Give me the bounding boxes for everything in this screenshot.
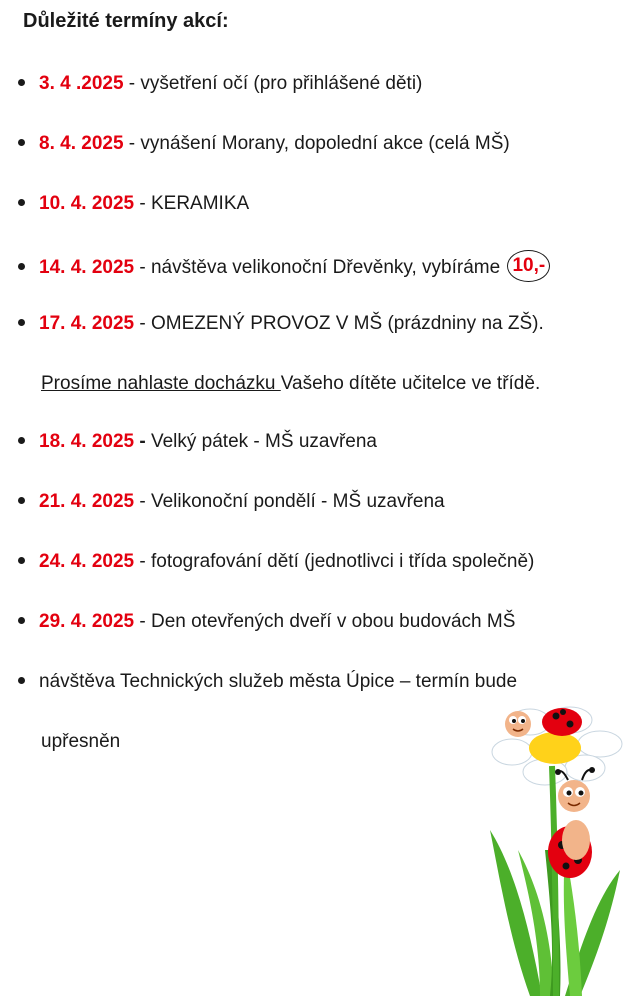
event-date: 3. 4 .2025 <box>39 73 124 94</box>
note-underlined: Prosíme nahlaste docházku <box>41 373 281 394</box>
event-item <box>18 430 377 454</box>
event-separator: - <box>123 133 141 154</box>
event-text: OMEZENÝ PROVOZ V MŠ (prázdniny na ZŠ). <box>150 313 544 334</box>
event-text: návštěva Technických služeb města Úpice – termín bude <box>39 671 518 692</box>
ladybug-flower-illustration <box>470 700 630 996</box>
event-separator: - <box>123 73 141 94</box>
bullet-icon <box>18 139 25 146</box>
bullet-icon <box>18 199 25 206</box>
event-item <box>18 610 515 634</box>
event-date: 18. 4. 2025 <box>39 431 135 452</box>
event-date: 14. 4. 2025 <box>39 257 135 278</box>
event-separator: - <box>134 313 151 334</box>
event-date: 24. 4. 2025 <box>39 551 135 572</box>
event-text: KERAMIKA <box>150 193 250 214</box>
event-text: návštěva velikonoční Dřevěnky, vybíráme <box>150 257 506 278</box>
event-text-continued: upřesněn <box>41 731 121 752</box>
event-date: 21. 4. 2025 <box>39 491 135 512</box>
event-item <box>18 252 550 284</box>
price-circled: 10,- <box>507 250 550 282</box>
event-text: Velký pátek - MŠ uzavřena <box>150 431 377 452</box>
event-text: fotografování dětí (jednotlivci i třída společně) <box>150 551 535 572</box>
event-separator: - <box>134 257 151 278</box>
bullet-icon <box>18 497 25 504</box>
event-item <box>18 670 517 694</box>
event-item <box>18 550 534 574</box>
event-separator: - <box>134 193 151 214</box>
bullet-icon <box>18 437 25 444</box>
event-text: vynášení Morany, dopolední akce (celá MŠ) <box>140 133 510 154</box>
note-rest: Vašeho dítěte učitelce ve třídě. <box>280 373 541 394</box>
event-separator: - <box>134 431 151 452</box>
bullet-icon <box>18 319 25 326</box>
event-date: 10. 4. 2025 <box>39 193 135 214</box>
event-date: 8. 4. 2025 <box>39 133 124 154</box>
event-item <box>18 312 544 336</box>
event-item <box>18 72 422 96</box>
event-text: Den otevřených dveří v obou budovách MŠ <box>150 611 516 632</box>
event-separator: - <box>134 551 151 572</box>
event-separator: - <box>134 611 151 632</box>
event-date: 29. 4. 2025 <box>39 611 135 632</box>
event-item <box>18 490 445 514</box>
bullet-icon <box>18 677 25 684</box>
event-text: Velikonoční pondělí - MŠ uzavřena <box>150 491 445 512</box>
event-text: vyšetření očí (pro přihlášené děti) <box>140 73 423 94</box>
event-item <box>18 132 510 156</box>
bullet-icon <box>18 263 25 270</box>
bullet-icon <box>18 617 25 624</box>
event-date: 17. 4. 2025 <box>39 313 135 334</box>
bullet-icon <box>18 79 25 86</box>
page-title: Důležité termíny akcí: <box>23 10 229 32</box>
attendance-note <box>41 372 540 396</box>
event-item <box>18 192 249 216</box>
event-separator: - <box>134 491 151 512</box>
bullet-icon <box>18 557 25 564</box>
